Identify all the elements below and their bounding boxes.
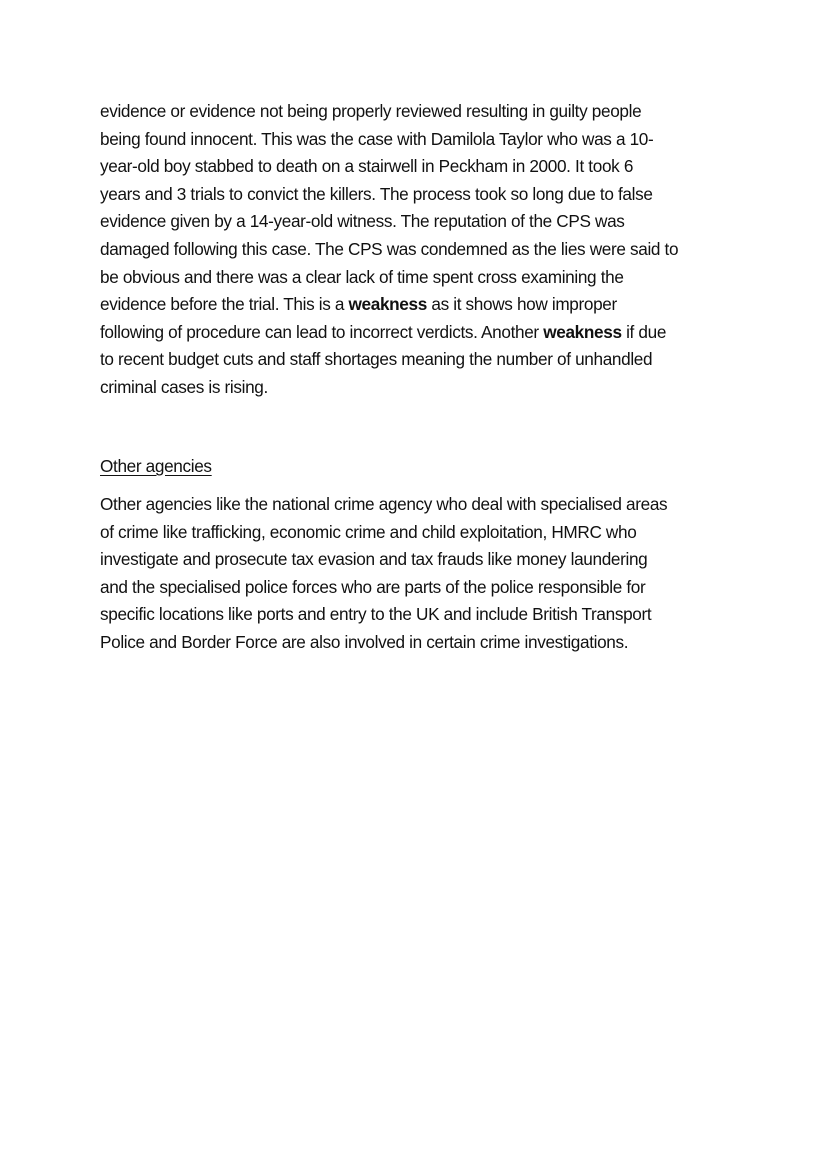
text-run: following of procedure can lead to incorrect verdicts. Another bbox=[100, 321, 544, 342]
section-heading: Other agencies bbox=[100, 456, 212, 476]
text-line: evidence given by a 14-year-old witness. The reputation of the CPS was bbox=[100, 211, 625, 232]
section-heading-block bbox=[100, 453, 740, 481]
paragraph-other-agencies bbox=[100, 491, 740, 657]
text-line: criminal cases is rising. bbox=[100, 376, 268, 397]
paragraph-cps-weaknesses bbox=[100, 98, 740, 402]
text-line: damaged following this case. The CPS was condemned as the lies were said to bbox=[100, 238, 679, 259]
text-line bbox=[100, 319, 740, 347]
text-line: Other agencies like the national crime agency who deal with specialised areas bbox=[100, 494, 668, 514]
text-run: if due bbox=[621, 321, 667, 342]
text-run: as it shows how improper bbox=[426, 294, 617, 315]
text-line: years and 3 trials to convict the killers. The process took so long due to false bbox=[100, 183, 653, 204]
text-line: and the specialised police forces who are parts of the police responsible for bbox=[100, 576, 646, 597]
bold-term-weakness: weakness bbox=[348, 294, 427, 315]
text-run: evidence before the trial. This is a bbox=[100, 294, 349, 315]
text-line: specific locations like ports and entry to the UK and include British Transport bbox=[100, 604, 652, 625]
text-line: investigate and prosecute tax evasion and tax frauds like money laundering bbox=[100, 549, 648, 570]
text-line: to recent budget cuts and staff shortages meaning the number of unhandled bbox=[100, 349, 653, 370]
text-line: be obvious and there was a clear lack of time spent cross examining the bbox=[100, 266, 624, 287]
bold-term-weakness: weakness bbox=[543, 321, 622, 342]
text-line: being found innocent. This was the case with Damilola Taylor who was a 10- bbox=[100, 128, 654, 149]
text-line: Police and Border Force are also involved in certain crime investigations. bbox=[100, 631, 629, 652]
text-line: evidence or evidence not being properly reviewed resulting in guilty people bbox=[100, 101, 642, 121]
text-line: of crime like trafficking, economic crime and child exploitation, HMRC who bbox=[100, 521, 637, 542]
text-line: year-old boy stabbed to death on a stairwell in Peckham in 2000. It took 6 bbox=[100, 156, 634, 177]
text-line bbox=[100, 291, 740, 319]
